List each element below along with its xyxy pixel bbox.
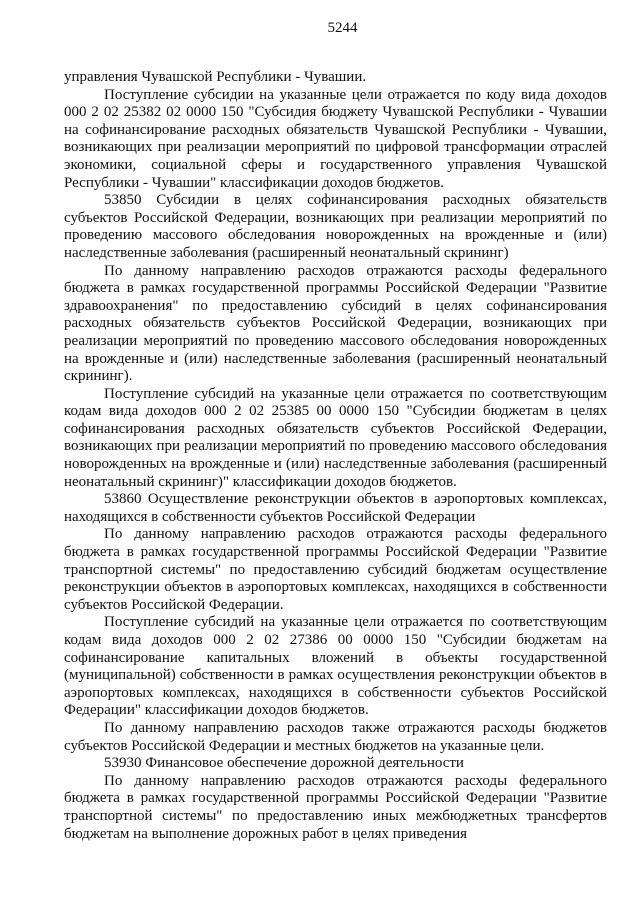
paragraph-expense-direction-53860: По данному направлению расходов отражаются расходы федерального бюджета в рамках государственной программы Российской Федерации "Развитие транспортной системы" по предоставлению субсидий бюджетам осуществление реконструкции объектов в аэропортовых комплексах, находящихся в собственности субъектов Российской Федерации.: [64, 526, 607, 613]
section-heading-53850: 53850 Субсидии в целях софинансирования расходных обязательств субъектов Российской Федерации, возникающих при реализации мероприятий по проведению массового обследования новорожденных на врожденные и (или) наследственные заболевания (расширенный неонатальный скрининг): [64, 192, 607, 261]
document-body: [64, 69, 607, 843]
page-number: 5244: [327, 20, 358, 36]
paragraph-income-code-27386: Поступление субсидий на указанные цели отражается по соответствующим кодам вида доходов 000 2 02 27386 00 0000 150 "Субсидии бюджетам на софинансирование капитальных вложений в объекты государственной (муниципальной) собственности в рамках осуществления реконструкции объектов в аэропортовых комплексах, находящихся в собственности субъектов Российской Федерации" классификации доходов бюджетов.: [64, 614, 607, 719]
section-heading-53930: 53930 Финансовое обеспечение дорожной деятельности: [104, 755, 464, 772]
paragraph-income-code-25385: Поступление субсидий на указанные цели отражается по соответствующим кодам вида доходов 000 2 02 25385 00 0000 150 "Субсидии бюджетам в целях софинансирования расходных обязательств субъектов Российской Федерации, возникающих при реализации мероприятий по проведению массового обследования новорожденных на врожденные и (или) наследственные заболевания (расширенный неонатальный скрининг)" классификации доходов бюджетов.: [64, 385, 607, 490]
paragraph-expense-direction-53850: По данному направлению расходов отражаются расходы федерального бюджета в рамках государственной программы Российской Федерации "Развитие здравоохранения" по предоставлению субсидий в целях софинансирования расходных обязательств субъектов Российской Федерации, возникающих при реализации мероприятий по проведению массового обследования новорожденных на врожденные и (или) наследственные заболевания (расширенный неонатальный скрининг).: [64, 262, 607, 385]
section-heading-53860: 53860 Осуществление реконструкции объектов в аэропортовых комплексах, находящихся в собственности субъектов Российской Федерации: [64, 491, 607, 525]
paragraph-regional-budgets: По данному направлению расходов также отражаются расходы бюджетов субъектов Российской Федерации и местных бюджетов на указанные цели.: [64, 719, 607, 754]
paragraph-income-code-25382: Поступление субсидии на указанные цели отражается по коду вида доходов 000 2 02 25382 02 0000 150 "Субсидия бюджету Чувашской Республики - Чувашии на софинансирование расходных обязательств Чувашской Республики - Чувашии, возникающих при реализации мероприятий по цифровой трансформации отраслей экономики, социальной сферы и государственного управления Чувашской Республики - Чувашии" классификации доходов бюджетов.: [64, 86, 607, 191]
paragraph-expense-direction-53930: По данному направлению расходов отражаются расходы федерального бюджета в рамках государственной программы Российской Федерации "Развитие транспортной системы" по предоставлению иных межбюджетных трансфертов бюджетам на выполнение дорожных работ в целях приведения: [64, 772, 607, 842]
paragraph-continuation: управления Чувашской Республики - Чувашии.: [64, 69, 367, 85]
